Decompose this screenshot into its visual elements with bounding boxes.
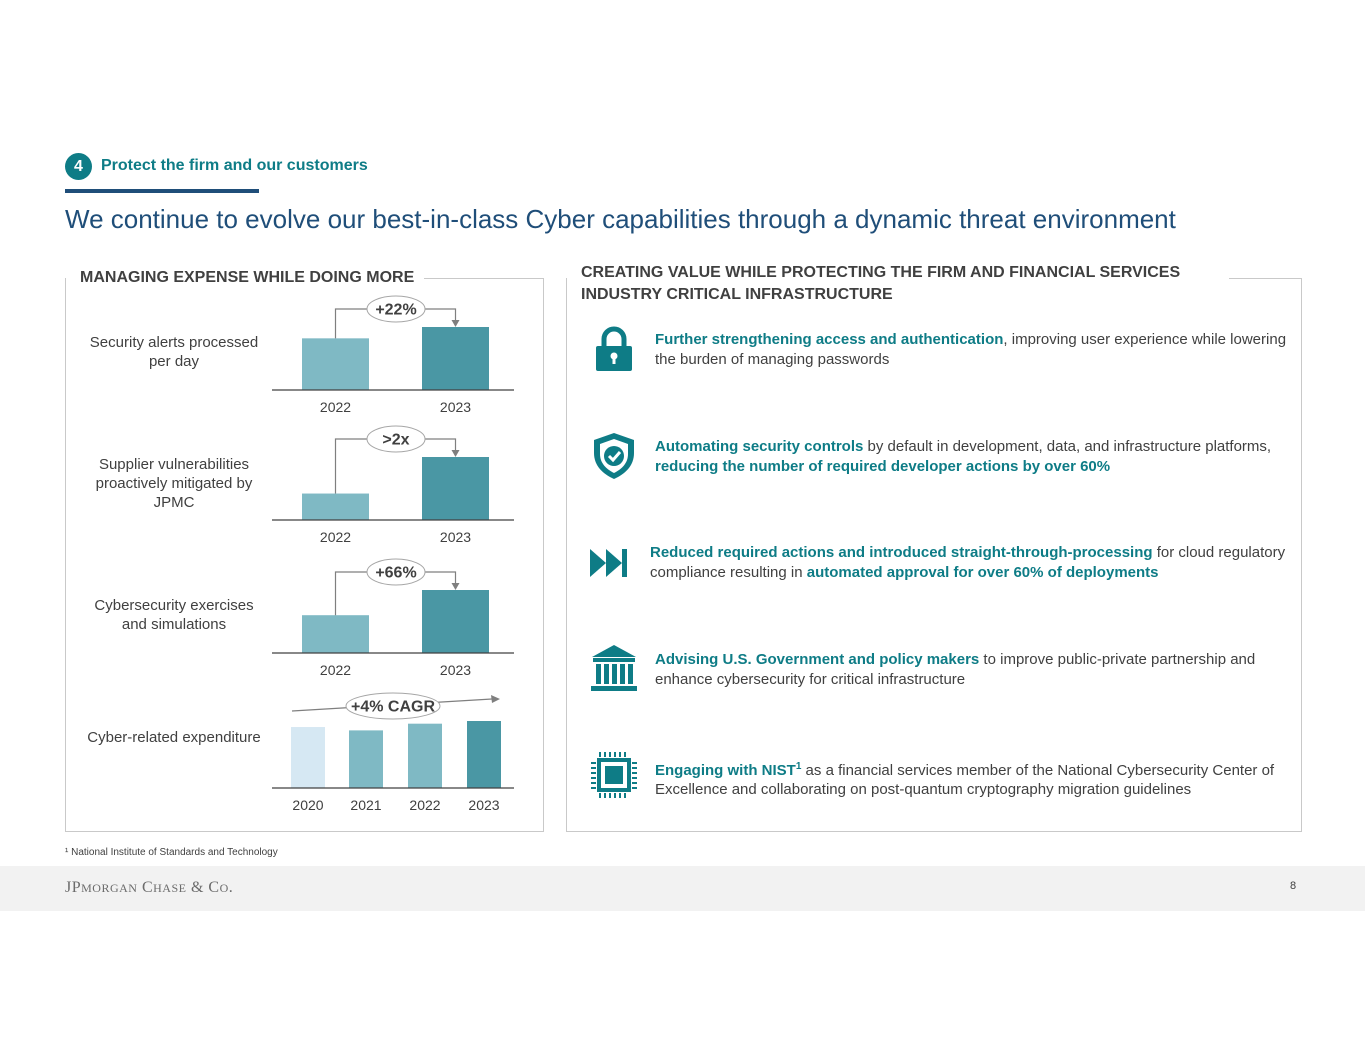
- x-tick-label: 2023: [439, 529, 472, 545]
- item-body-text: as a financial services member of the National Cybersecurity Center of Excellence and collaborating on post-quantum cryptography migration guidelines: [655, 762, 1275, 798]
- growth-arrowhead: [452, 450, 460, 457]
- section-underline: [65, 189, 259, 193]
- x-tick-label: 2022: [319, 399, 352, 415]
- growth-label: +22%: [375, 301, 417, 319]
- row-label-cyber-expenditure: Cyber-related expenditure: [87, 729, 261, 746]
- managing-expense-title: MANAGING EXPENSE WHILE DOING MORE: [66, 269, 424, 287]
- item-automating-security-controls: [655, 437, 1295, 477]
- bar-2020: [291, 727, 325, 788]
- x-tick-label: 2023: [439, 399, 472, 415]
- chart-cyber-expenditure: [272, 688, 522, 818]
- x-tick-label: 2023: [439, 662, 472, 678]
- x-tick-label: 2022: [319, 662, 352, 678]
- bar-2022: [302, 615, 369, 653]
- bar-2022: [408, 724, 442, 788]
- item-text-part: [655, 331, 1286, 368]
- item-highlight-text: Further strengthening access and authentication: [655, 331, 1004, 348]
- item-text-part: [655, 438, 1271, 475]
- page-title: We continue to evolve our best-in-class Cyber capabilities through a dynamic threat environment: [65, 204, 1176, 234]
- row-label-security-alerts: Security alerts processed per day: [89, 334, 259, 370]
- growth-arrowhead: [452, 583, 460, 590]
- item-highlight-text: Advising U.S. Government and policy makers: [655, 651, 980, 668]
- item-highlight-text: Engaging with NIST: [655, 762, 796, 779]
- item-highlight-text: Reduced required actions and introduced straight-through-processing: [650, 544, 1153, 561]
- item-text-part: [655, 651, 1255, 688]
- x-tick-label: 2022: [409, 797, 441, 813]
- item-body-text: , improving user experience while lowering the burden of managing passwords: [655, 331, 1287, 368]
- x-tick-label: 2021: [350, 797, 382, 813]
- item-straight-through-processing: [650, 543, 1290, 583]
- growth-arrowhead: [452, 320, 460, 327]
- company-logo: JPMORGAN CHASE & CO.: [65, 879, 234, 896]
- footnote: ¹ National Institute of Standards and Technology: [65, 847, 278, 858]
- item-text-part: [655, 762, 1274, 798]
- bar-2023: [422, 590, 489, 653]
- chip-icon: [590, 751, 638, 799]
- lock-icon: [590, 324, 638, 372]
- item-body-text: by default in development, data, and infrastructure platforms,: [863, 438, 1272, 455]
- item-highlight-text: Automating security controls: [655, 438, 864, 455]
- growth-label: +4% CAGR: [350, 698, 436, 716]
- item-highlight-text: reducing the number of required developer actions by over 60%: [655, 458, 1111, 475]
- item-highlight-text: 1: [795, 761, 802, 772]
- item-body-text: for cloud regulatory compliance resulting in: [650, 544, 1286, 581]
- item-advising-government: [655, 650, 1295, 690]
- cagr-arrowhead: [491, 695, 500, 703]
- bar-2022: [302, 494, 369, 520]
- growth-label: +66%: [375, 564, 417, 582]
- chart-supplier-vulnerabilities: [272, 420, 522, 550]
- item-body-text: to improve public-private partnership and enhance cybersecurity for critical infrastructure: [655, 651, 1256, 688]
- chart-security-alerts: [272, 290, 522, 420]
- bar-2023: [422, 457, 489, 520]
- bar-2022: [302, 338, 369, 390]
- x-tick-label: 2020: [292, 797, 324, 813]
- item-engaging-nist: [655, 757, 1295, 799]
- section-title: Protect the firm and our customers: [101, 157, 368, 174]
- page-number: 8: [1290, 880, 1297, 892]
- row-label-supplier-vulnerabilities: Supplier vulnerabilities proactively mitigated by JPMC: [95, 456, 253, 511]
- bar-2023: [422, 327, 489, 390]
- x-tick-label: 2022: [319, 529, 352, 545]
- creating-value-title-line-2: INDUSTRY CRITICAL INFRASTRUCTURE: [581, 286, 893, 303]
- chart-cybersecurity-exercises: [272, 553, 522, 683]
- item-access-authentication: [655, 330, 1295, 370]
- x-tick-label: 2023: [468, 797, 500, 813]
- creating-value-title: [567, 262, 1229, 306]
- bar-2021: [349, 730, 383, 788]
- row-label-cybersecurity-exercises: Cybersecurity exercises and simulations: [94, 597, 254, 633]
- section-number-badge: 4: [65, 153, 92, 180]
- item-highlight-text: automated approval for over 60% of deployments: [806, 564, 1159, 581]
- shield-check-icon: [590, 431, 638, 479]
- item-text-part: [650, 544, 1285, 581]
- fast-forward-icon: [588, 539, 636, 587]
- bar-2023: [467, 721, 501, 788]
- growth-label: >2x: [382, 431, 410, 449]
- creating-value-title-line-1: CREATING VALUE WHILE PROTECTING THE FIRM AND FINANCIAL SERVICES: [581, 264, 1181, 281]
- government-building-icon: [590, 644, 638, 692]
